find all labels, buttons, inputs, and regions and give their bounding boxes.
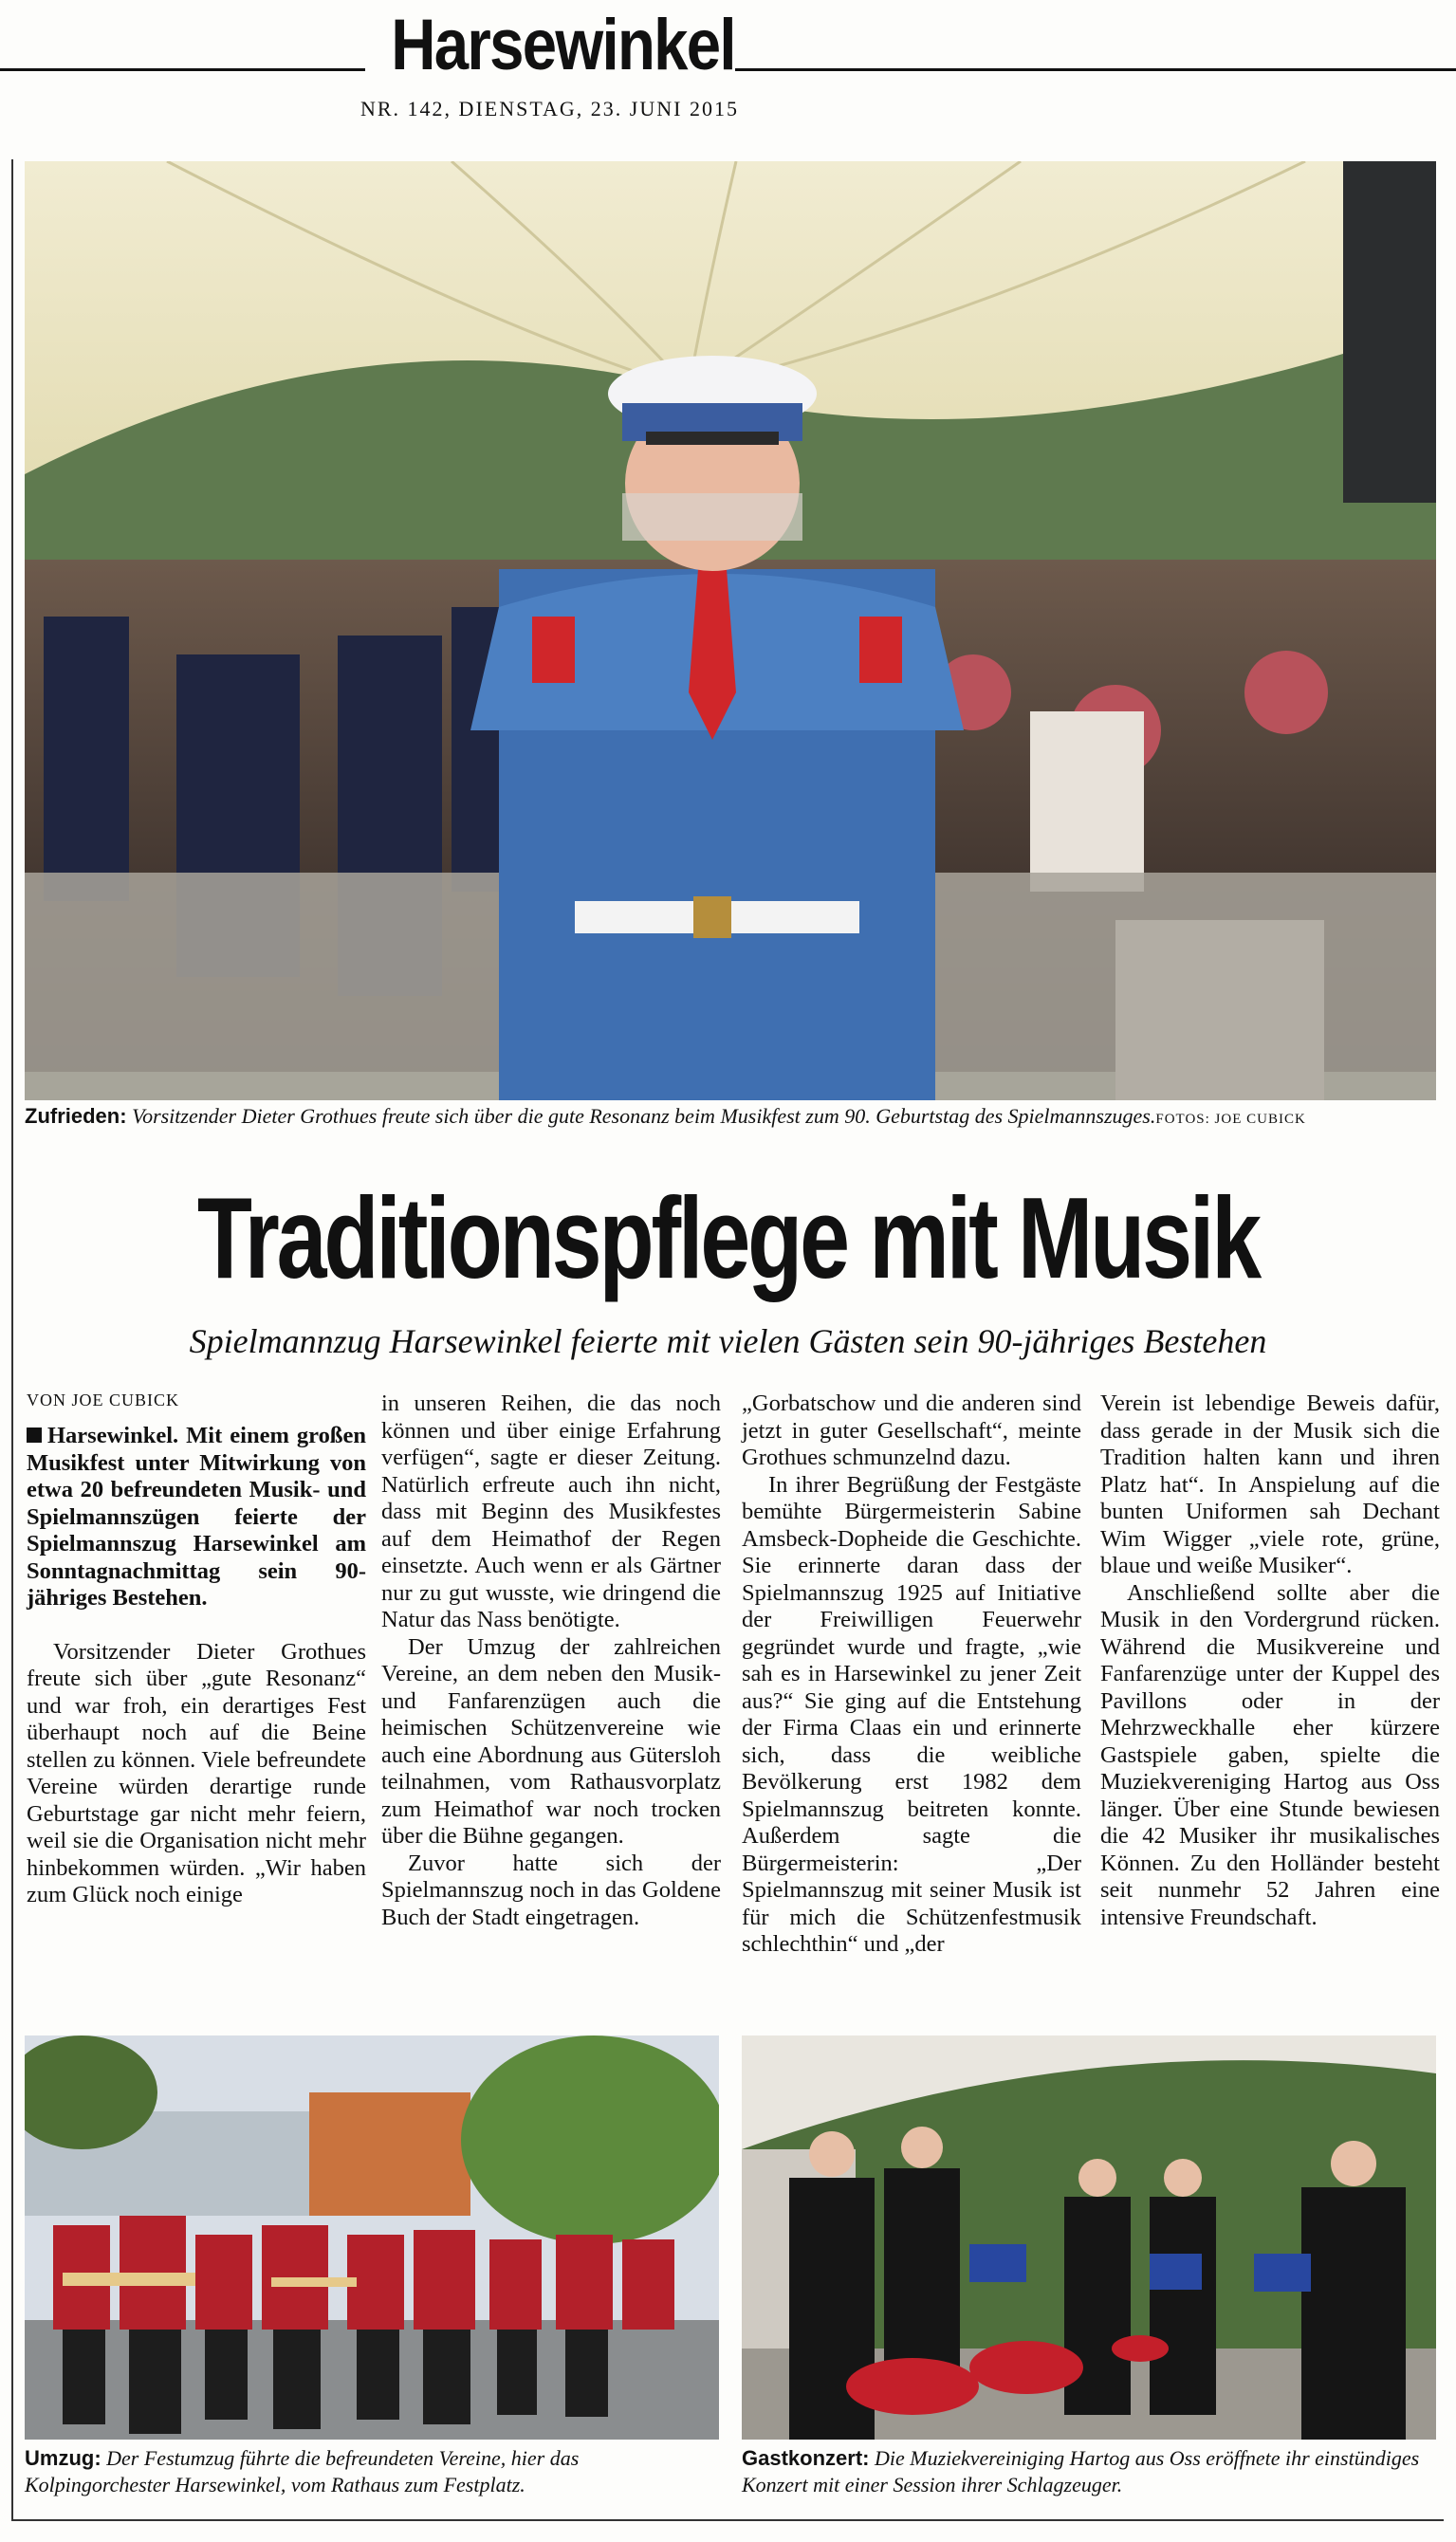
paragraph: In ihrer Begrüßung der Festgäste bemühte Bürgermeisterin Sabine Amsbeck-Dopheide die Geschichte. Sie erinnerte daran dass der Spielmannszug 1925 auf Initiative der Freiwilligen Feuerwehr gegründet wurde und fragte, „wie sah es in Harsewinkel zu jener Zeit aus?“ Sie ging auf die Entstehung der Firma Claas ein und erinnerte sich, dass die weibliche Bevölkerung erst 1982 dem Spielmannszug beitreten konnte. Außerdem sagte die Bürgermeisterin: „Der Spielmannszug mit seiner Musik ist für mich die Schützenfestmusik schlechthin“ und „der [742,1471,1081,1957]
main-photo-caption [25,1103,1436,1133]
caption-lead: Zufrieden: [25,1104,127,1128]
masthead-rule-left [0,68,365,71]
caption-text: Vorsitzender Dieter Grothues freute sich über die gute Resonanz beim Musikfest zum 90. Geburtstag des Spielmannszuges. [126,1104,1156,1128]
paragraph: in unseren Reihen, die das noch können und über einige Erfahrung verfügen“, sagte er dieser Zeitung. Natürlich erfreute auch ihn nicht, dass mit Beginn des Musikfestes auf dem Heimathof der Regen einsetzte. Auch wenn er als Gärtner nur zu gut wusste, wie dringend die Natur das Nass benötigte. [381,1391,721,1632]
byline: VON JOE CUBICK [27,1391,180,1409]
parade-caption [25,2445,719,2498]
article-column-3 [742,1391,1081,1959]
paragraph: Der Umzug der zahlreichen Vereine, an dem neben den Musik- und Fanfarenzügen auch die heimischen Schützenvereine wie auch eine Abordnung aus Gütersloh teilnahmen, vom Rathausvorplatz zum Heimathof war noch trocken über die Bühne gegangen. [381,1633,721,1849]
masthead [0,0,1456,133]
masthead-rule-right [735,68,1456,71]
subheadline: Spielmannzug Harsewinkel feierte mit vielen Gästen sein 90-jähriges Bestehen [189,1322,1267,1360]
caption-text: Die Muziekvereiniging Hartog aus Oss eröffnete ihr einstündiges Konzert mit einer Session ihrer Schlagzeuger. [742,2446,1420,2496]
article-column-2 [381,1391,721,1931]
square-bullet-icon [27,1428,42,1443]
main-photo [25,161,1436,1100]
intro-text: Harsewinkel. Mit einem großen Musikfest unter Mitwirkung von etwa 20 befreundeten Musik- und Spielmannszügen feierte der Spielmannszug Harsewinkel am Sonntagnachmittag sein 90-jähriges Bestehen. [27,1423,366,1611]
photo-drummers-icon [742,2035,1436,2440]
caption-lead: Umzug: [25,2446,101,2470]
article-column-4 [1100,1391,1440,1931]
paragraph: „Gorbatschow und die anderen sind jetzt in guter Gesellschaft“, meinte Grothues schmunzelnd dazu. [742,1391,1081,1470]
paragraph: Zuvor hatte sich der Spielmannszug noch in das Goldene Buch der Stadt eingetragen. [381,1850,721,1930]
photo-bandleader-icon [25,161,1436,1100]
paragraph: Anschließend sollte aber die Musik in den Vordergrund rücken. Während die Musikvereine und Fanfarenzüge unter der Kuppel des Pavillons oder in der Mehrzweckhalle eher kürzere Gastspiele gaben, spielte die Muziekvereniging Hartog aus Oss länger. Über eine Stunde bewiesen die 42 Musiker ihr musikalisches Können. Zu den Holländer besteht seit nunmehr 52 Jahren eine intensive Freundschaft. [1100,1579,1440,1930]
photo-credit: FOTOS: JOE CUBICK [1155,1112,1306,1127]
headline: Traditionspflege mit Musik [196,1173,1260,1302]
article-column-1 [27,1391,366,1909]
photo-parade-icon [25,2035,719,2440]
concert-caption [742,2445,1436,2498]
caption-text: Der Festumzug führte die befreundeten Vereine, hier das Kolpingorchester Harsewinkel, vom Rathaus zum Festplatz. [25,2446,580,2496]
caption-lead: Gastkonzert: [742,2446,870,2470]
paragraph: Verein ist lebendige Beweis dafür, dass gerade in der Musik sich die Tradition halten kann und ihren Platz hat“. In Anspielung auf die bunten Uniformen sah Dechant Wim Wigger „viele rote, grüne, blaue und weiße Musiker“. [1100,1391,1440,1578]
paragraph: Vorsitzender Dieter Grothues freute sich über „gute Resonanz“ und war froh, ein derartiges Fest überhaupt noch auf die Beine stellen zu können. Viele befreundete Vereine würden derartige runde Geburtstage gar nicht mehr feiern, weil sie die Organisation nicht mehr hinbekommen würden. „Wir haben zum Glück noch einige [27,1638,366,1907]
section-title: Harsewinkel [391,5,735,85]
article-intro [27,1423,366,1612]
parade-photo [25,2035,719,2440]
page-frame-bottom [11,2519,1444,2521]
concert-photo [742,2035,1436,2440]
issue-line: NR. 142, DIENSTAG, 23. JUNI 2015 [360,97,739,120]
